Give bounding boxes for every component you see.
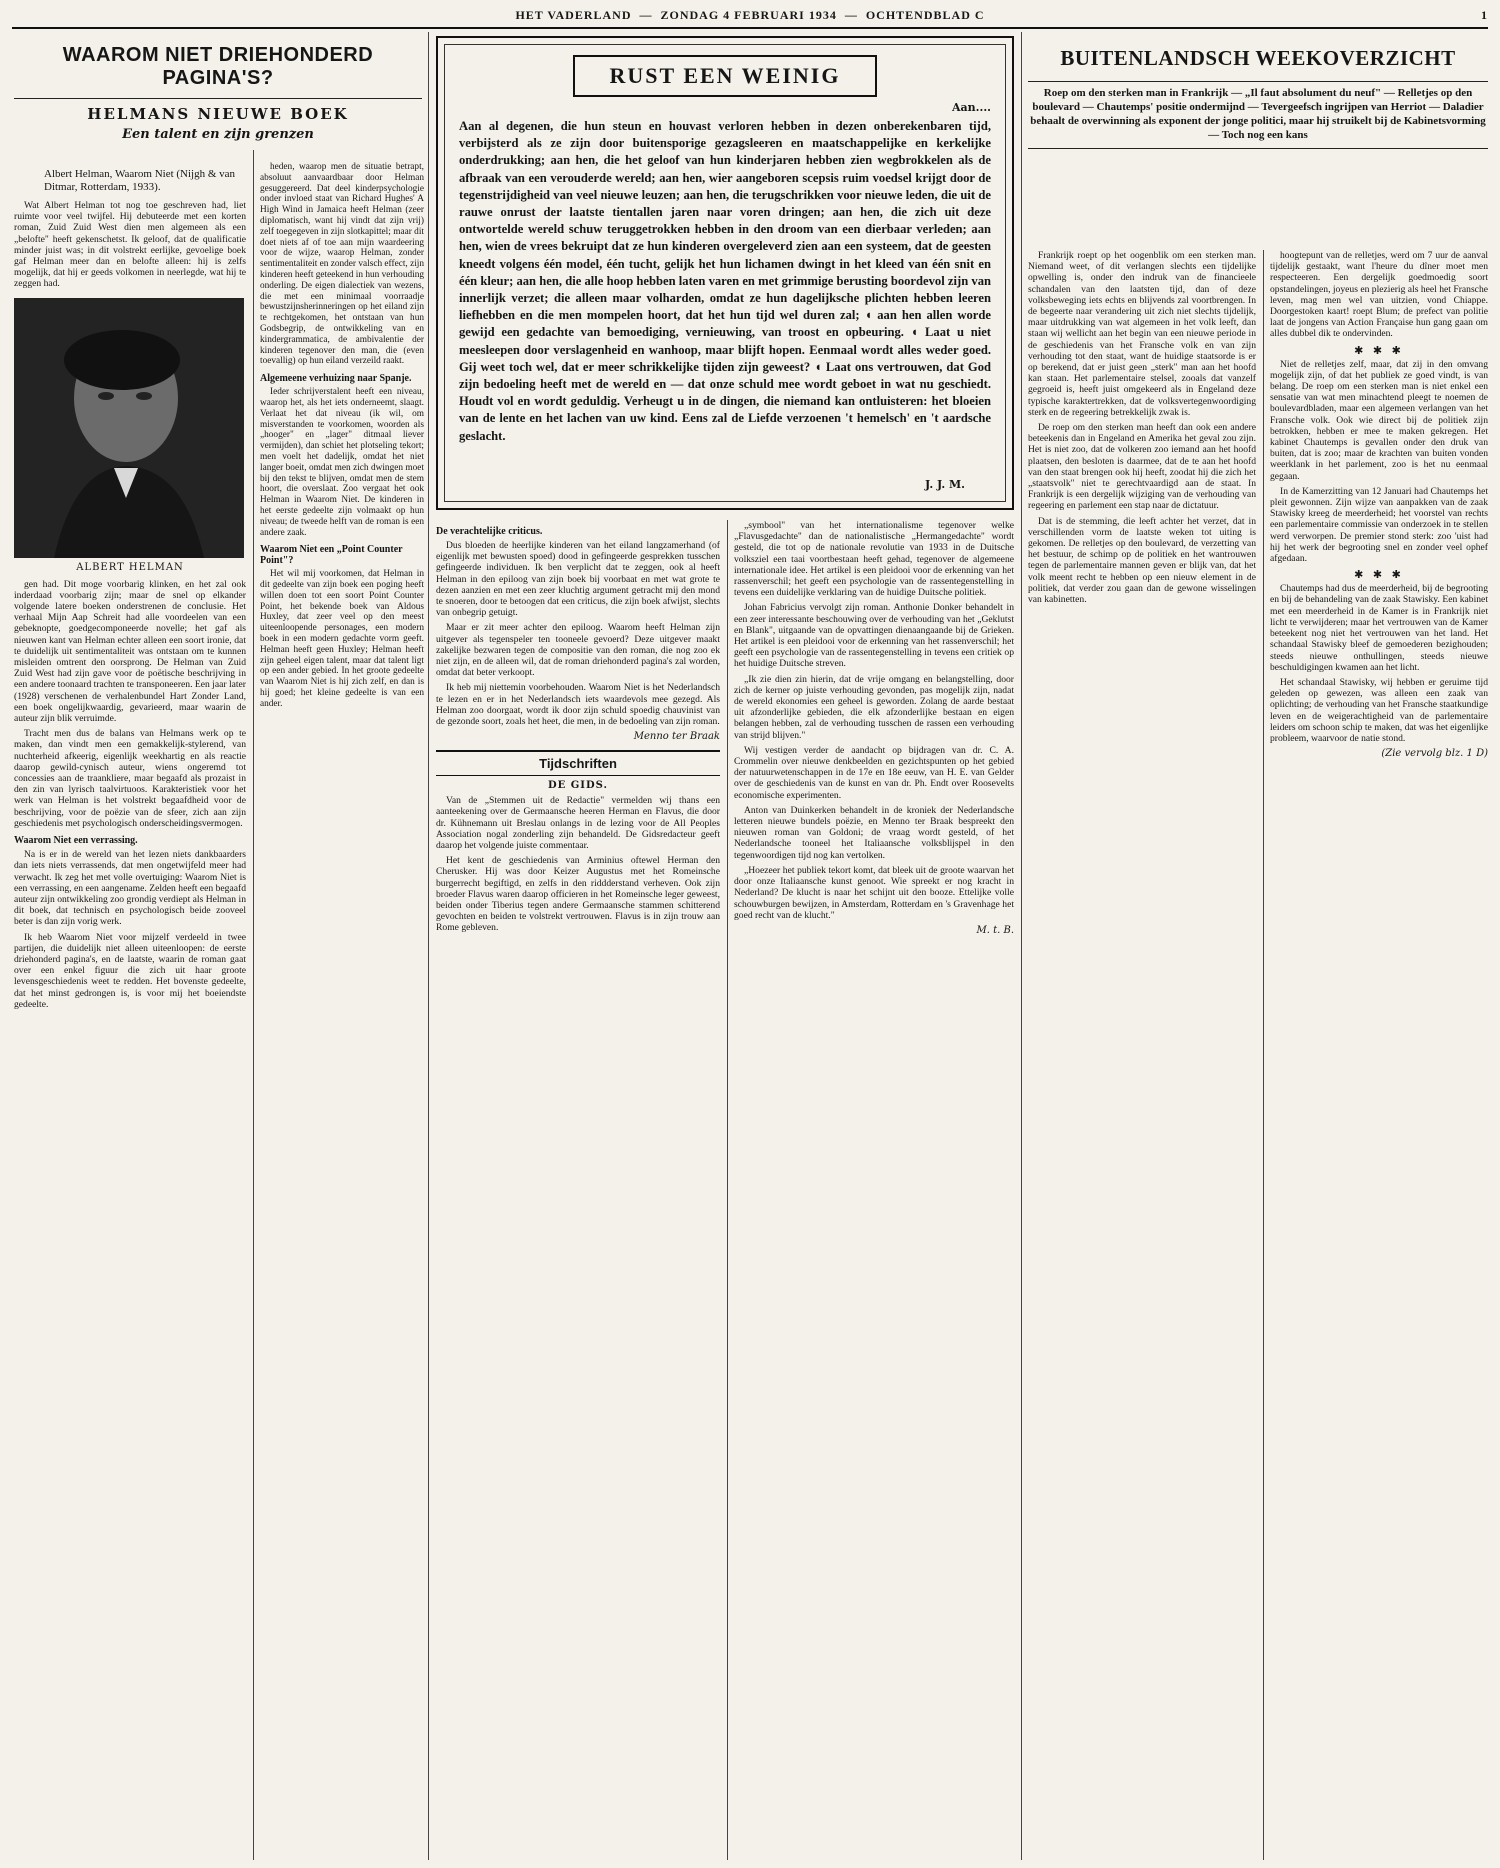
masthead-edition: OCHTENDBLAD C <box>865 8 985 22</box>
subheading: Waarom Niet een verrassing. <box>14 835 138 847</box>
paragraph: Maar er zit meer achter den epiloog. Waarom heeft Helman zijn uitgever als tegenspeler ten tooneele gevoerd? Deze uitgever maakt zakelijke bezwaren tegen de compositie van den roman, die nog zoo ek niet zijn, en de alleen wil, dat de roman driehonderd pagina's zal worden, omdat dat beter verkoopt. <box>436 622 720 679</box>
book-review-intro: Wat Albert Helman tot nog toe geschreven had, liet ruimte voor veel twijfel. Hij debuteerde met een korten roman, Zuid Zuid West dien men algemeen als een „belofte" heeft gekenschetst. Ik geloof, dat de qualificatie minder juist was; in dit volstrekt eerlijke, gevoelige boek gaf Helman meer dan en belofte alleen: hij is zelfs mogelijk, dat hij er geeds volkomen in neerlegde, wat hij te zeggen had. <box>14 200 246 290</box>
paragraph: Het schandaal Stawisky, wij hebben er geruime tijd geleden op gewezen, was alleen een zaak van oplichting; de verhouding van het Fransche staatkundige leven en de weigerachtigheid van de parlementaire leiders om schoon schip te maken, dat was het eigenlijke probleem, waarvoor de natie stond. <box>1270 676 1488 744</box>
author-portrait <box>14 298 244 558</box>
rust-een-weinig-box <box>436 36 1014 510</box>
paragraph: hoogtepunt van de relletjes, werd om 7 uur de aanval tijdelijk gestaakt, want l'heure du dîner moet men respecteeren. Een dergelijk goedmoedig soort opstandelingen, joyeus en plezierig als heel het Fransche leven, mag men wel van uitzien, vond Chiappe. Doorgestoken kaart! roept Blum; de prefect van politie laat de jongens van Action Française hun gang gaan om alles dubbel dik te ondervinden. <box>1270 250 1488 340</box>
box-title: RUST EEN WEINIG <box>573 55 877 97</box>
box-signature: J. J. M. <box>924 478 965 491</box>
portrait-caption: ALBERT HELMAN <box>76 561 184 573</box>
masthead-rule <box>12 27 1488 29</box>
paragraph: In de Kamerzitting van 12 Januari had Chautemps het pleit gewonnen. Zijn wijze van aanpakken van de zaak Stawisky kreeg de meerderheid; het voorstel van rechts een parlementaire commissie van onderzoek in te stellen werd verworpen. De premier stond sterk: zoo 'uist had hij het werk der begrooting snel en zonder veel ophef afgedaan. <box>1270 485 1488 565</box>
foreign-overview-column-2 <box>1270 250 1488 1858</box>
headline-rule <box>1028 81 1488 82</box>
book-review-column-2 <box>260 162 424 1858</box>
subheading: Algemeene verhuizing naar Spanje. <box>260 373 412 385</box>
column-divider <box>1021 32 1022 1860</box>
box-text: Aan al degenen, die hun steun en houvast verloren hebben in dezen onberekenbaren tijd, verbijsterd als ze zijn door buitensporige gezagsleeren en maatschappelijke en kerkelijke onderdrukking; aan hen, die het geloof van hun kinderjaren hebben zien wegbrokkelen als de afbraak van een verouderde wereld; aan hen, wier aangeboren scepsis ruim voedsel krijgt door de tegenstrijdigheid van veel nieuwe leuzen; aan hen, die terugschrikken voor nieuwe leden, die uit de rauwe onrust der laatste tientallen jaren naar voren dringen; aan hen, die zich uit deze ontwortelde wereld schuw teruggetrokken hebben in den droom van een dierbaar verleden; aan hen, wien de vrees bekruipt dat ze hun kinderen overgeleverd zien aan een systeem, dat de geesten kneedt volgens één model, één tucht, gelijk het hun lichamen dwingt in het kleed van één snit en één kleur; aan hen, die alle hoop hebben laten varen en met grimmige berusting boordevol zijn van innerlijk verzet; die alleen maar volharden, omdat ze hun dagelijksche plichten hebben leeren liefhebben en die men mompelen hoort, dat het hun tijd wel duren zal; ◖ aan hen allen worde gewijd een gedachte van bemoediging, vernieuwing, van troost en opbeuring. ◖ Laat u niet meesleepen door verslagenheid en wanhoop, maar blijft hopen. Eenmaal wordt alles weder goed. Gij weet toch wel, dat er meer schrikkelijke tijden zijn geweest? ◖ Laat ons vertrouwen, dat God zijn bedoeling heeft met de wereld en — dat onze schuld mee wordt geboet in wat nu geschiedt. Houdt vol en wordt geduldig. Verheugt u in de dingen, die niemand kan ontluisteren: het bloeien van de lente en het lachen van uw kind. Eens zal de Liefde verzoenen 't hemelsch' en 't aardsche geslacht. <box>459 119 991 443</box>
paragraph: Chautemps had dus de meerderheid, bij de begrooting en bij de behandeling van de zaak Stawisky. Een kabinet met een meerderheid in de Kamer is in Frankrijk niet licht te verwijderen; maar het vertrouwen van de Kamer beteekent nog niet het vertrouwen van het land. Het schandaal Stawisky bleef de gemoederen bezighouden; steeds nieuwe onthullingen, steeds nieuwe beschuldigingen kwamen aan het licht. <box>1270 583 1488 673</box>
paragraph: Niet de relletjes zelf, maar, dat zij in den omvang mogelijk zijn, of dat het publiek ze goed vindt, is van belang. De roep om een sterken man is niet enkel een sensatie van wat men minachtend pleegt te noemen de boulevardbladen, maar een algemeen verlangen van het Fransche volk. Ook wie direct bij de politiek zijn betrokken, hebben er mee te maken gekregen. Het kabinet Chautemps is gevallen onder den druk van buiten, dat is zoo; maar de krachten van buiten vonden weerklank in het parlement, zoo is het nu eenmaal gegaan. <box>1270 358 1488 482</box>
subheading: Waarom Niet een „Point Counter Point"? <box>260 544 403 567</box>
box-salutation: Aan.... <box>952 101 991 114</box>
paragraph: Na is er in de wereld van het lezen niets dankbaarders dan iets niets verrassends, dat men ongetwijfeld meer had verwacht. Ik zeg het met volle overtuiging: Waarom Niet is een verrassing, en een aangename. Zelden heeft een begaafd auteur zijn ontwikkeling zoo grondig verdiept als Helman in dit boek, dat technisch en psychologisch beide zooveel beter is dan zijn vorig werk. <box>14 849 246 928</box>
masthead: HET VADERLAND — ZONDAG 4 FEBRUARI 1934 — OCHTENDBLAD C 1 <box>515 8 1488 22</box>
paragraph: Ik heb mij niettemin voorbehouden. Waarom Niet is het Nederlandsch te lezen en er in het Nederlandsch iets waardevols mee gezegd. Als Helman zoo doorgaat, wordt ik door zijn schuld spoedig chauvinist van de gezonde soort, zoals het heet, die men, in de bedoeling van zijn roman. <box>436 682 720 728</box>
middle-column-b <box>734 520 1014 1858</box>
review-author: Menno ter Braak <box>633 731 720 743</box>
paragraph: Ik heb Waarom Niet voor mijzelf verdeeld in twee partijen, die duidelijk niet alleen uiteenloopen: de eerste driehonderd pagina's, en de laatste, waarin de roman gaat over een enkel figuur die zich uit haar groote levensgeschiedenis weet te redden. Het bovenste gedeelte, dat het minst gedrongen is, is voor mij het boeiendste gedeelte. <box>14 931 246 1010</box>
book-reference: Albert Helman, Waarom Niet (Nijgh & van Ditmar, Rotterdam, 1933). <box>44 168 236 193</box>
book-review-tagline: Een talent en zijn grenzen <box>122 127 314 142</box>
masthead-page-number: 1 <box>1481 8 1488 22</box>
section-separator: ✱ ✱ ✱ <box>1354 343 1404 357</box>
paragraph: Anton van Duinkerken behandelt in de kroniek der Nederlandsche letteren nieuwe bundels poëzie, en Menno ter Braak bespreekt den nieuwen roman van Goldoni; de vraag wordt gesteld, of het Nederlandsche tooneel het Italiaansche volksblijspel in den tegenwoordigen tijd nog kan vertolken. <box>734 804 1014 861</box>
gids-heading: DE GIDS. <box>547 780 608 792</box>
foreign-overview-deck: Roep om den sterken man in Frankrijk — „Il faut absolument du neuf" — Relletjes op den boulevard — Chautemps' positie ondermijnd — Tevergeefsch ingrijpen van Herriot — Daladier behaalt de overwinning als exponent der jonge politici, maar hij struikelt bij de Kabinetsvorming — Toch nog een kans <box>1030 87 1486 141</box>
paragraph: „Hoezeer het publiek tekort komt, dat bleek uit de groote waarvan het door onze Italiaansche kunst genoot. Wie spreekt er nog kracht in Nederland? De klucht is naar het schijnt uit den booze. Ettelijke volle schouwburgen bewijzen, in Amsterdam, Rotterdam en 's Gravenhage het goed recht van de klucht." <box>734 864 1014 921</box>
middle-column-a <box>436 520 720 1858</box>
paragraph: gen had. Dit moge voorbarig klinken, en het zal ook inderdaad voorbarig zijn; maar de snel op elkander volgende latere boeken onderstrenen de conclusie. Het verhaal Mijn Aap Schreit had alle voordeelen van een gebeknopte, goedgecomponeerde novelle; het gaf als nieuwen kant van Helman echter alleen een soort ironie, dat te duidelijk uit sentimentaliteit was ontstaan om te kunnen misleiden omtrent den oorsprong. De Helman van Zuid Zuid West had zijn gave voor de poëtische beschrijving in een andere toonaard trachten te transponeeren. Een jaar later (1928) verschenen de verhalenbundel Hart Zonder Land, een boek ongelijkwaardig, gevarieerd, maar waarin de auteur zijn blik verruimde. <box>14 578 246 725</box>
paragraph: „Ik zie dien zin hierin, dat de vrije omgang en belangstelling, door zich de kerner op juiste verhouding gevonden, pas mogelijk zijn, nadat de wereld ekonomies een geheel is geworden. Zolang de aarde bestaat uit afzonderlijke gebieden, die elk afzonderlijke bestaan en eigen belangen hebben, zal de verhouding tusschen de rassen een verhouding van strijd blijven." <box>734 673 1014 741</box>
section-heading-tijdschriften: Tijdschriften <box>436 750 720 776</box>
headline-rule <box>14 98 422 99</box>
masthead-paper: HET VADERLAND <box>515 8 632 22</box>
column-divider <box>253 150 254 1860</box>
foreign-overview-header <box>1028 32 1488 246</box>
tijdschriften-signature: M. t. B. <box>976 924 1014 936</box>
paragraph: Het kent de geschiedenis van Arminius oftewel Herman den Cherusker. Hij was door Keizer Augustus met het Romeinsche burgerrecht begiftigd, en zelfs in den riddderstand verheven. Ook zijn broeder Flavus waren daarop officieren in het Romeinsche leger geweest, beiden onder Tiberius tegen andere Germaansche stammen schitterend gevochten en beiden te volstrekt vertrouwen. Flavus is in zijn trouw aan Rome gebleven. <box>436 855 720 934</box>
book-review-kicker: HELMANS NIEUWE BOEK <box>87 105 349 123</box>
column-divider <box>1263 250 1264 1860</box>
paragraph: Tracht men dus de balans van Helmans werk op te maken, dan vindt men een gemakkelijk-stylerend, van nuchterheid afkeerig, eigenlijk weekhartig en als reactie daarop gewild-cynisch auteur, wiens ongeremd tot concessies aan de traankliere, maar begaafd als prozaist in den zin van lyrisch taalvirtuoos. Karakteristiek voor het werk van Helman is het volstrekt begaafdheid voor de beschrijving, voor de poëzie van de sfeer, zich aan zijn geschiedenis met psychologisch onderscheidingsvermogen. <box>14 728 246 829</box>
deck-rule <box>1028 148 1488 149</box>
paragraph: Ieder schrijverstalent heeft een niveau, waarop het, als het iets onderneemt, slaagt. Verlaat het dat niveau (ik wil, om misverstanden te voorkomen, woorden als „hooger" en „lager" ditmaal liever vermijden), dan schiet het plotseling tekort; men voelt het dadelijk, omdat het niet langer boeit, omdat men zich dwingen moet bij den tekst te blijven, omdat men de stem hoort, die overslaat. Zoo vergaat het ook Helman in Waarom Niet. De kinderen in het eerste gedeelte zijn volmaakt op hun niveau; de tweede helft van de roman is een andere zaak. <box>260 387 424 538</box>
portrait-photo <box>14 298 244 558</box>
paragraph: De roep om den sterken man heeft dan ook een andere beteekenis dan in Engeland en Amerika het geval zou zijn. Het is niet zoo, dat de volkeren zoo iemand aan het hoofd plaatsen, den besloten is daarmee, dat de te aan het hoofd van den staat brengen ook hij heeft, zoodat hij die zich het „staatsvolk" niet te gerechtvaardigd aan de staat. In Frankrijk is een dergelijk wijziging van de verhouding van regeering en parlement een stap naar de dictatuur. <box>1028 422 1256 512</box>
foreign-overview-column-1 <box>1028 250 1256 1858</box>
paragraph: Wij vestigen verder de aandacht op bijdragen van dr. C. A. Crommelin over nieuwe denkbeelden en gezichtspunten op het gebied der natuurwetenschappen in de 17e en 18e eeuw, van H. E. van Gelder over de geschiedenis van de kunst en van dr. Ph. Endt over Roosevelts economische experimenten. <box>734 744 1014 801</box>
paragraph: „symbool" van het internationalisme tegenover welke „Flavusgedachte" dan de nationalistische „Hermangedachte" wordt gesteld, die tot op de nationale revolutie van 1933 in de Duitsche volksziel een taai voortbestaan heeft gehad, tegenover de algemeene internationale idee. Het artikel is een pleidooi voor de erkenning van het rassenverschil; het geeft een psychologie van de rassentegenstelling in tevens een duidelijke verklaring van de huidige Duitsche politiek. <box>734 520 1014 599</box>
paragraph: Het wil mij voorkomen, dat Helman in dit gedeelte van zijn boek een poging heeft willen doen tot een soort Point Counter Point, het bekende boek van Aldous Huxley, dat zeer veel op den meest uiteenloopende personages, een modern boek in een modern gedachte vorm geeft. Helman heeft geen Huxley; Helman heeft zijn geheel eigen talent, maar dat talent ligt op een ander gebied. In het groote gedeelte van Waarom Niet is hij zich zelf, en dan is hij goed; het kleine gedeelte is van een ander. <box>260 569 424 709</box>
paragraph: Frankrijk roept op het oogenblik om een sterken man. Niemand weet, of dit verlangen slechts een tijdelijke opwelling is, onder den indruk van de financieele schandalen van den laatsten tijd, dan of deze volksbeweging iets echts en blijvends zal voortbrengen. In de begeerte naar verandering uit zich niet slechts tijdelijk, maar uitdrukking van wat algemeen in het volk leeft, dan staan wij wellicht aan het begin van een nieuwe periode in de geschiedenis van het Fransche volk en van zijn verhouding tot den staat, want de huidige staatsorde is er op berekend, dat er juist geen „sterk" man aan het hoofd kan staan. Het parlementaire stelsel, zooals dat vanzelf gegroeid is, heeft juist omgekeerd als in Engeland deze typische karaktertrekken, dat de volksvertegenwoordiging sterk en de regeering betrekkelijk zwak is. <box>1028 250 1256 418</box>
book-review-header <box>14 32 422 162</box>
column-divider <box>727 520 728 1860</box>
continued-note: (Zie vervolg blz. 1 D) <box>1381 748 1488 760</box>
paragraph: Dat is de stemming, die leeft achter het verzet, dat in verschillenden vorm de laatste weken tot uiting is gekomen. De relletjes op den boulevard, de verzetting van het bestuur, de schimp op de politiek en het wantrouwen tegen de parlementaire mannen geven er blijk van, dat het volk meent recht te hebben op een nieuw element in de politiek, dat verder zou gaan dan de gewone wisselingen van kabinetten. <box>1028 515 1256 606</box>
foreign-overview-headline: BUITENLANDSCH WEEKOVERZICHT <box>1060 46 1456 70</box>
paragraph: Dus bloeden de heerlijke kinderen van het eiland langzamerhand (of eigenlijk met bewusten spoed) dood in gefingeerde gesprekken tusschen gefingeerde individuen. Ik ben verplicht dat te zeggen, ook al heeft Helman in den epiloog van zijn boek bij voorbaat en met wat grote te dezen aanzien en met een zeer kluchtig argument getracht mij den mond te snoeren, door te betoogen dat een criticus, die zijn boek afwijst, slechts van onbegrip getuigt. <box>436 540 720 619</box>
book-review-headline: WAAROM NIET DRIEHONDERD PAGINA'S? <box>62 44 374 89</box>
paragraph: Johan Fabricius vervolgt zijn roman. Anthonie Donker behandelt in een zeer interessante beschouwing over de verhouding van het „Geklutst en Blank", uitgaande van de opvattingen dienaangaande bij de Grieken. Het artikel is een pleidooi voor de erkenning van het rassenverschil; het geeft een psychologie van de rassentegenstelling in tevens een critiek op het huidige Duitsche streven. <box>734 602 1014 670</box>
paragraph: Van de „Stemmen uit de Redactie" vermelden wij thans een aanteekening over de Germaansche heeren Herman en Flavus, die door dr. Kühnemann uit Breslau onlangs in de lezing voor de All Peoples Association nogal zonderling zijn behandeld. De Gidsredacteur geeft daarop het volgende juiste commentaar. <box>436 795 720 852</box>
paragraph: heden, waarop men de situatie betrapt, absoluut aanvaardbaar door Helman gesuggereerd. Dat deel kinderpsychologie onder invloed staat van Richard Hughes' A High Wind in Jamaica heeft Helman (zeer diplomatisch, want hij vindt dat zijn vrij) zelf toegegeven in zijn slotkapittel; maar dit doet niets af of toe aan mijn waardeering voor de wijze, waarop Helman, zonder sentimentaliteit en zonder valsch effect, zijn kinderen heeft geteekend in hun verhouding onderling. De eigen dialectiek van wezens, die met een minimaal voorraadje bewustzijnsherinneringen op het eiland zijn te rechtgekomen, het ontstaan van hun Godsbegrip, de ontwikkeling van en kindergrammatica, de ambivalentie der kinderen tegenover den man, die (even toevallig) op hun eiland verzeild raakt. <box>260 162 424 367</box>
masthead-date: ZONDAG 4 FEBRUARI 1934 <box>660 8 837 22</box>
subheading: De verachtelijke criticus. <box>436 526 543 537</box>
book-review-column-1 <box>14 162 246 1858</box>
section-separator: ✱ ✱ ✱ <box>1354 568 1404 582</box>
column-divider <box>428 32 429 1860</box>
